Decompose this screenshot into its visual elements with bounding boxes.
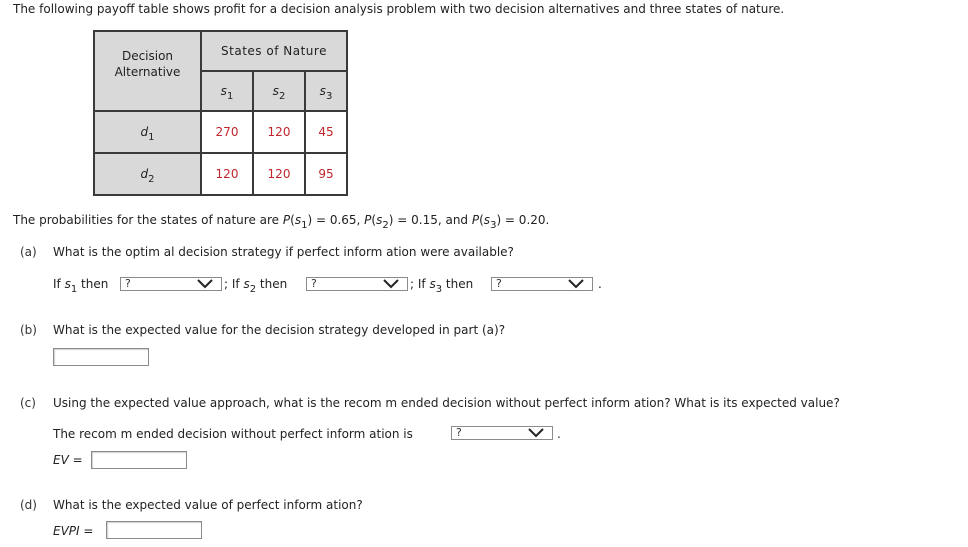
chevron-down-icon [383, 279, 399, 289]
part-a-if-s1: If $s_1$ then [53, 277, 109, 295]
chevron-down-icon [528, 428, 544, 438]
state-header-s3: $s_3$ [305, 71, 347, 111]
part-c-label: (c) [20, 396, 36, 410]
corner-label-alternative: Alternative [114, 65, 181, 79]
part-d-question: What is the expected value of perfect inform ation? [53, 498, 363, 512]
payoff-d2-s2: 120 [253, 153, 305, 195]
state-header-s2: $s_2$ [253, 71, 305, 111]
corner-label-decision: Decision [121, 49, 174, 63]
payoff-d2-s1: 120 [201, 153, 253, 195]
recommended-decision-dropdown[interactable]: ? [451, 426, 553, 440]
part-a-period: . [598, 277, 602, 291]
chevron-down-icon [568, 279, 584, 289]
payoff-d1-s2: 120 [253, 111, 305, 153]
table-row-d2 [94, 153, 347, 195]
payoff-table [93, 30, 348, 196]
payoff-d2-s3: 95 [305, 153, 347, 195]
recommended-decision-text: The recom m ended decision without perfect inform ation is [53, 427, 413, 441]
evpi-input[interactable] [106, 521, 202, 539]
part-a-if-s3: ; If $s_3$ then [410, 277, 474, 295]
part-a-if-s2: ; If $s_2$ then [224, 277, 288, 295]
probabilities-sentence: The probabilities for the states of nature are $P(s_1) = 0.65$, $P(s_2) = 0.15$, and $P(s_3) = 0.20$. [13, 213, 550, 231]
part-a-question: What is the optim al decision strategy if perfect inform ation were available? [53, 245, 514, 259]
part-c-question: Using the expected value approach, what is the recom m ended decision without perfect inform ation? What is its expected value? [53, 396, 840, 410]
evpi-label: EVPI = [53, 524, 94, 538]
states-of-nature-header: States of Nature [201, 31, 347, 71]
table-row-d1 [94, 111, 347, 153]
decision-label-d2: $d_2$ [94, 153, 201, 195]
payoff-d1-s1: 270 [201, 111, 253, 153]
strategy-s1-dropdown[interactable]: ? [120, 277, 222, 291]
part-d-label: (d) [20, 498, 37, 512]
part-b-question: What is the expected value for the decision strategy developed in part (a)? [53, 323, 506, 337]
part-a-label: (a) [20, 245, 37, 259]
strategy-s3-dropdown[interactable]: ? [491, 277, 593, 291]
part-c-period: . [557, 427, 561, 441]
chevron-down-icon [197, 279, 213, 289]
part-b-label: (b) [20, 323, 37, 337]
payoff-d1-s3: 45 [305, 111, 347, 153]
table-corner-header [94, 31, 201, 111]
decision-label-d1: $d_1$ [94, 111, 201, 153]
problem-intro: The following payoff table shows profit for a decision analysis problem with two decision alternatives and three states of nature. [13, 2, 785, 16]
strategy-s2-dropdown[interactable]: ? [306, 277, 408, 291]
expected-value-strategy-input[interactable] [53, 348, 149, 366]
state-header-s1: $s_1$ [201, 71, 253, 111]
ev-label: EV = [53, 453, 83, 467]
ev-input[interactable] [91, 451, 187, 469]
